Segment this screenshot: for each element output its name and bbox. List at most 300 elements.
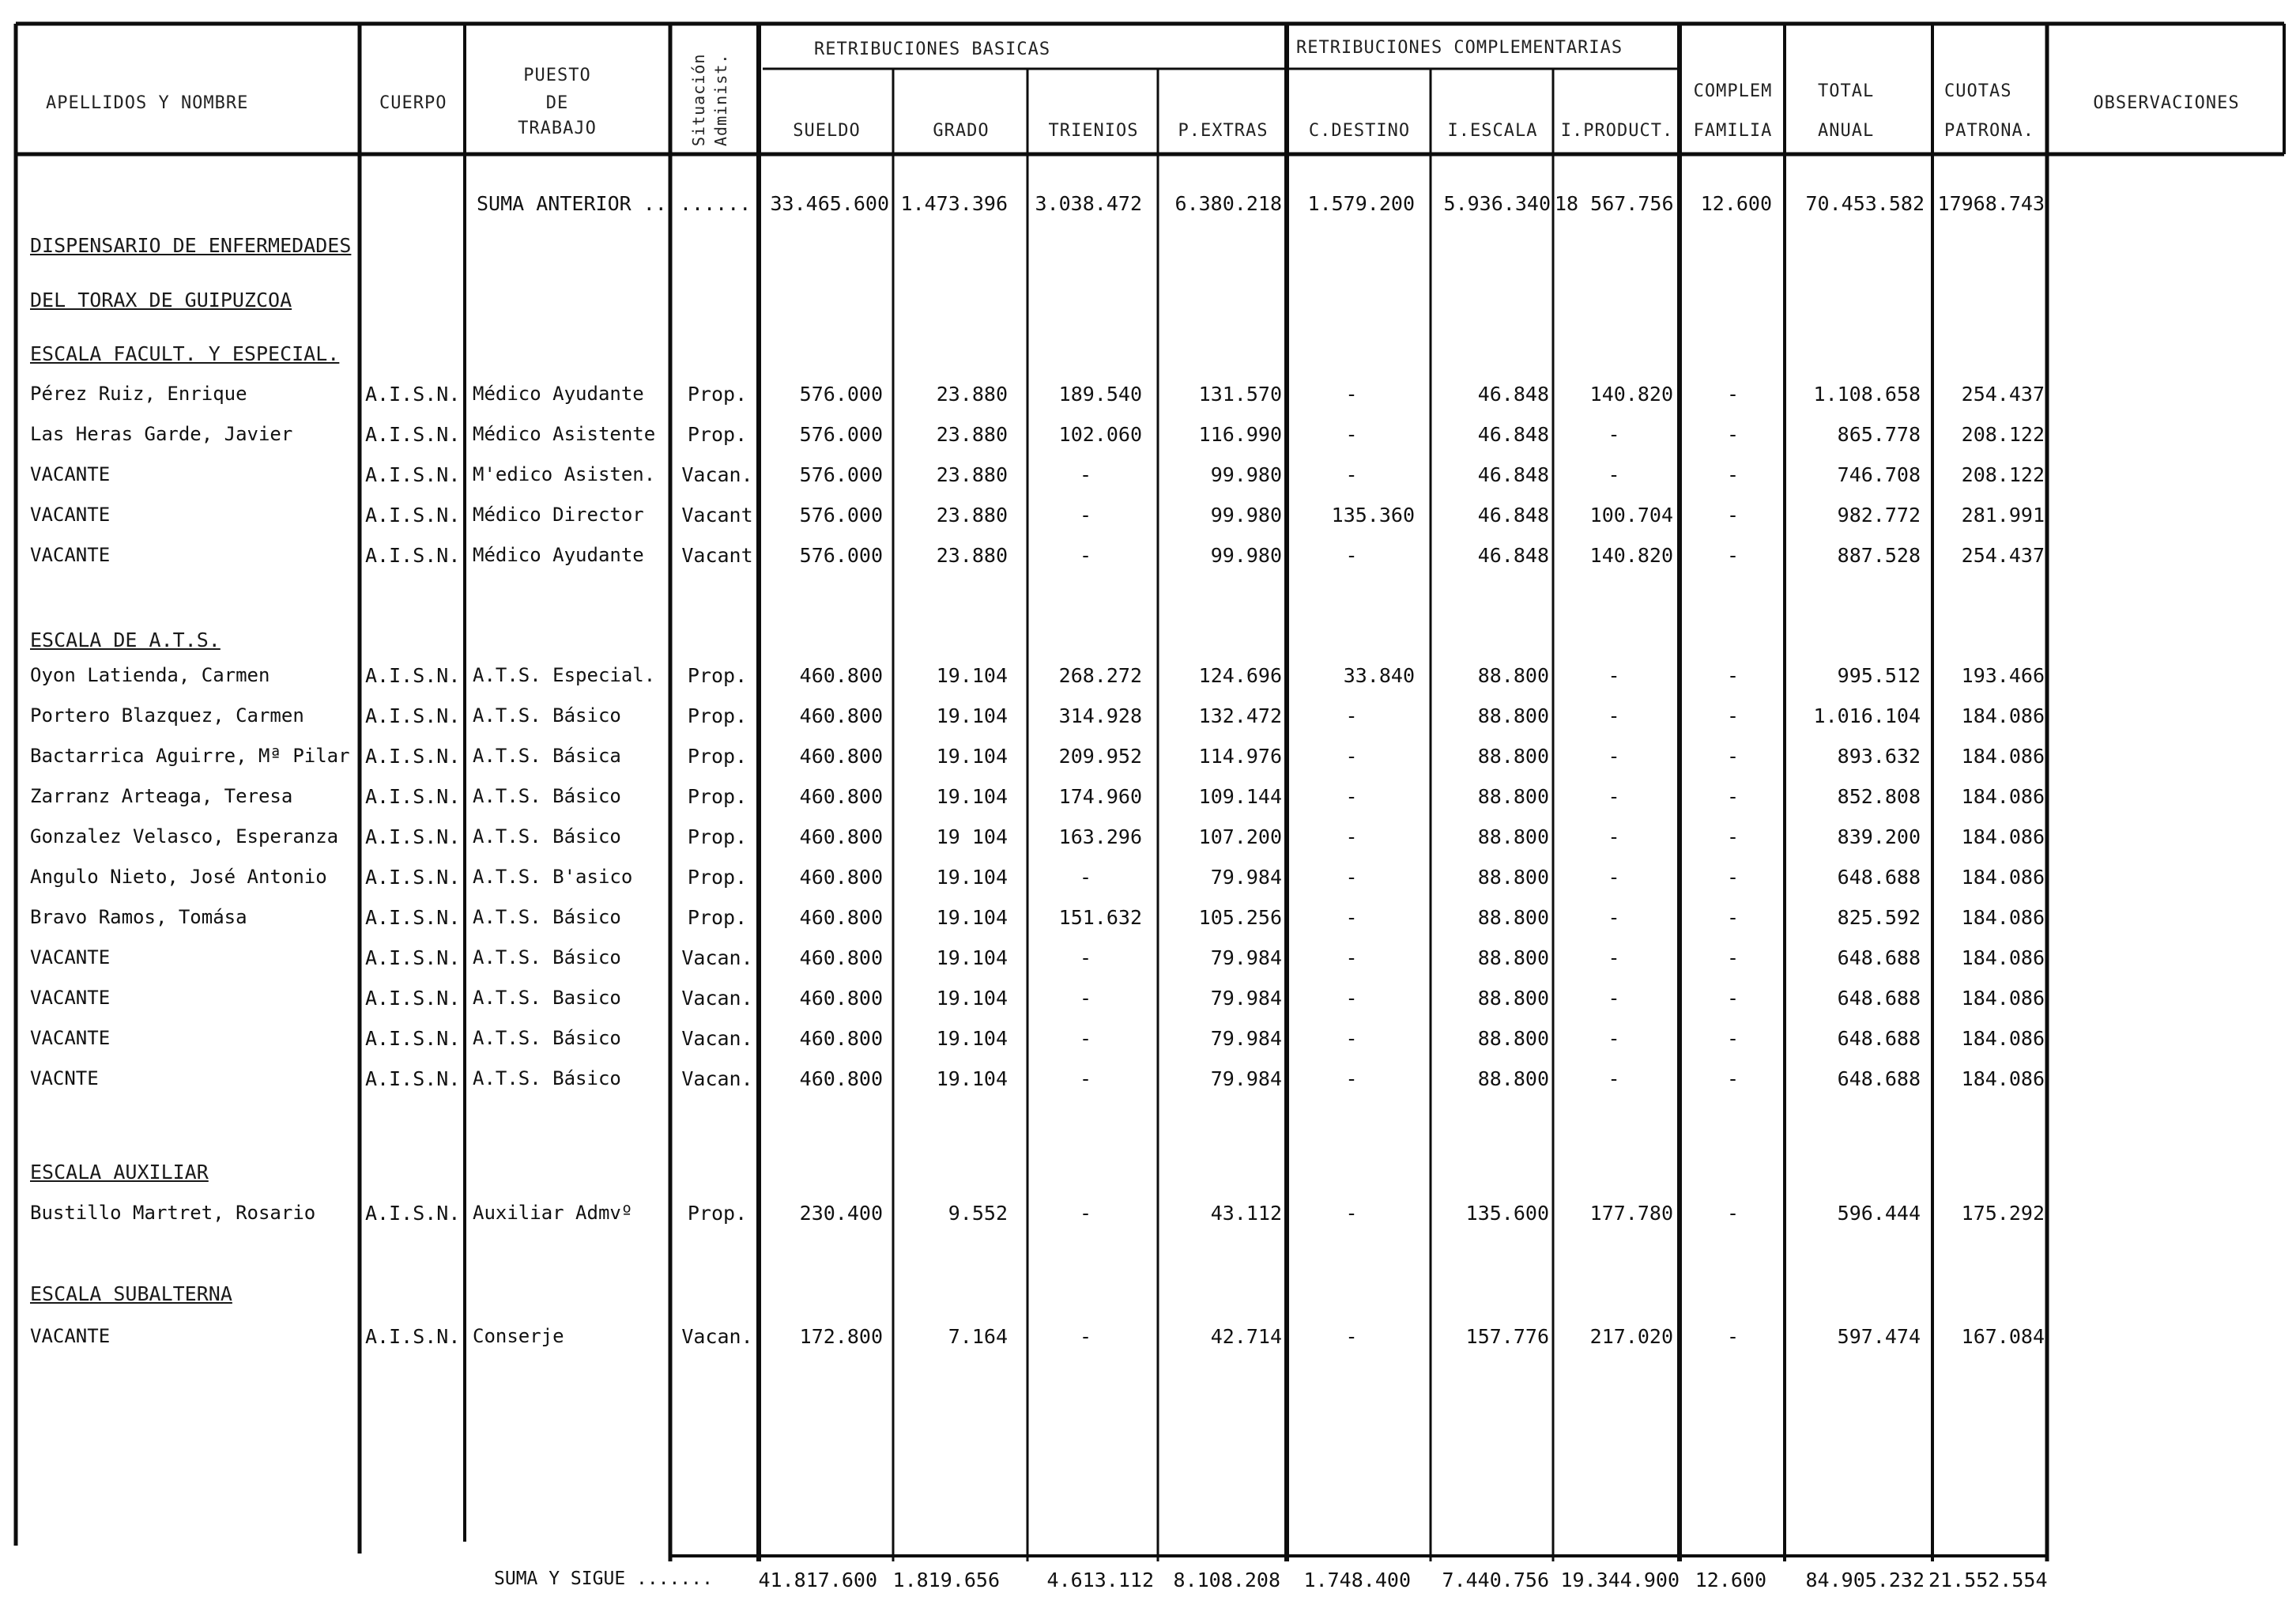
cell-total: 648.688 xyxy=(1837,946,1921,969)
cell-complem: - xyxy=(1726,1027,1740,1050)
cell-complem: - xyxy=(1726,1202,1740,1225)
cell-cuerpo: A.I.S.N. xyxy=(365,946,461,969)
cell-cuerpo: A.I.S.N. xyxy=(365,504,461,527)
header-sueldo: SUELDO xyxy=(793,121,861,141)
cell-grado: 19.104 xyxy=(936,987,1008,1010)
suma-sigue-iproduct: 19.344.900 xyxy=(1560,1569,1680,1591)
cell-pextras: 99.980 xyxy=(1210,463,1282,486)
section-dispensario-1: DISPENSARIO DE ENFERMEDADES xyxy=(30,234,352,257)
cell-cuotas: 184.086 xyxy=(1961,745,2045,768)
cell-sueldo: 460.800 xyxy=(799,704,883,727)
cell-sit: Vacant xyxy=(681,544,753,567)
cell-sueldo: 576.000 xyxy=(799,423,883,446)
cell-trienios: - xyxy=(1079,1067,1092,1090)
cell-cuerpo: A.I.S.N. xyxy=(365,1027,461,1050)
cell-grado: 19.104 xyxy=(936,946,1008,969)
cell-complem: - xyxy=(1726,544,1740,567)
header-situacion-2: Administ. xyxy=(711,53,730,146)
cell-sueldo: 576.000 xyxy=(799,544,883,567)
cell-cuerpo: A.I.S.N. xyxy=(365,544,461,567)
cell-cdestino: - xyxy=(1345,423,1358,446)
cell-trienios: - xyxy=(1079,544,1092,567)
suma-anterior-sueldo: 33.465.600 xyxy=(770,192,889,215)
cell-name: VACANTE xyxy=(30,1325,111,1347)
cell-sueldo: 460.800 xyxy=(799,866,883,889)
cell-iescala: 88.800 xyxy=(1477,745,1549,768)
cell-puesto: Médico Asistente xyxy=(473,423,656,445)
cell-name: VACANTE xyxy=(30,544,111,566)
suma-sigue-trienios: 4.613.112 xyxy=(1046,1569,1154,1591)
cell-trienios: 268.272 xyxy=(1058,664,1142,687)
cell-trienios: 102.060 xyxy=(1058,423,1142,446)
cell-complem: - xyxy=(1726,906,1740,929)
cell-cuotas: 254.437 xyxy=(1961,544,2045,567)
cell-sueldo: 172.800 xyxy=(799,1325,883,1348)
cell-sueldo: 460.800 xyxy=(799,664,883,687)
cell-iproduct: 177.780 xyxy=(1589,1202,1673,1225)
header-total-1: TOTAL xyxy=(1818,81,1875,101)
cell-iproduct: 100.704 xyxy=(1589,504,1673,527)
header-iescala: I.ESCALA xyxy=(1447,121,1538,141)
cell-trienios: 163.296 xyxy=(1058,825,1142,848)
cell-sueldo: 460.800 xyxy=(799,906,883,929)
cell-sueldo: 460.800 xyxy=(799,987,883,1010)
cell-puesto: A.T.S. Básico xyxy=(473,825,621,848)
header-puesto-2: DE xyxy=(545,93,569,113)
cell-complem: - xyxy=(1726,946,1740,969)
cell-puesto: M'edico Asisten. xyxy=(473,463,656,485)
cell-pextras: 116.990 xyxy=(1198,423,1282,446)
cell-iproduct: - xyxy=(1608,987,1620,1010)
cell-puesto: Conserje xyxy=(473,1325,564,1347)
cell-total: 982.772 xyxy=(1837,504,1921,527)
cell-puesto: Médico Ayudante xyxy=(473,544,644,566)
cell-total: 893.632 xyxy=(1837,745,1921,768)
cell-sueldo: 460.800 xyxy=(799,825,883,848)
cell-cdestino: - xyxy=(1345,946,1358,969)
suma-sigue-pextras: 8.108.208 xyxy=(1173,1569,1280,1591)
cell-trienios: 314.928 xyxy=(1058,704,1142,727)
cell-puesto: A.T.S. B'asico xyxy=(473,866,633,888)
cell-pextras: 79.984 xyxy=(1210,866,1282,889)
cell-pextras: 105.256 xyxy=(1198,906,1282,929)
cell-sit: Vacan. xyxy=(681,1325,753,1348)
cell-cuotas: 184.086 xyxy=(1961,987,2045,1010)
cell-iescala: 88.800 xyxy=(1477,866,1549,889)
cell-iescala: 88.800 xyxy=(1477,1067,1549,1090)
suma-anterior-grado: 1.473.396 xyxy=(900,192,1008,215)
cell-trienios: 189.540 xyxy=(1058,383,1142,406)
cell-pextras: 42.714 xyxy=(1210,1325,1282,1348)
cell-cuotas: 208.122 xyxy=(1961,423,2045,446)
cell-complem: - xyxy=(1726,1067,1740,1090)
suma-sigue-total: 84.905.232 xyxy=(1805,1569,1925,1591)
cell-grado: 19.104 xyxy=(936,785,1008,808)
cell-cuerpo: A.I.S.N. xyxy=(365,463,461,486)
cell-name: Gonzalez Velasco, Esperanza xyxy=(30,825,339,848)
cell-name: VACANTE xyxy=(30,504,111,526)
cell-total: 648.688 xyxy=(1837,1067,1921,1090)
cell-name: Bactarrica Aguirre, Mª Pilar xyxy=(30,745,350,767)
cell-name: VACANTE xyxy=(30,987,111,1009)
cell-iproduct: - xyxy=(1608,1027,1620,1050)
section-ats: ESCALA DE A.T.S. xyxy=(30,629,221,651)
cell-sit: Vacan. xyxy=(681,1067,753,1090)
cell-iescala: 46.848 xyxy=(1477,423,1549,446)
cell-sit: Prop. xyxy=(687,906,748,929)
cell-name: Zarranz Arteaga, Teresa xyxy=(30,785,293,807)
cell-trienios: - xyxy=(1079,987,1092,1010)
cell-total: 1.016.104 xyxy=(1813,704,1921,727)
cell-total: 887.528 xyxy=(1837,544,1921,567)
cell-pextras: 114.976 xyxy=(1198,745,1282,768)
cell-cuerpo: A.I.S.N. xyxy=(365,383,461,406)
cell-total: 825.592 xyxy=(1837,906,1921,929)
cell-trienios: 174.960 xyxy=(1058,785,1142,808)
cell-sit: Prop. xyxy=(687,423,748,446)
cell-iescala: 88.800 xyxy=(1477,946,1549,969)
cell-total: 995.512 xyxy=(1837,664,1921,687)
cell-grado: 9.552 xyxy=(948,1202,1008,1225)
cell-cdestino: - xyxy=(1345,383,1358,406)
cell-iproduct: 217.020 xyxy=(1589,1325,1673,1348)
suma-anterior-iescala: 5.936.340 xyxy=(1443,192,1551,215)
cell-total: 852.808 xyxy=(1837,785,1921,808)
cell-name: Bustillo Martret, Rosario xyxy=(30,1202,316,1224)
header-puesto-1: PUESTO xyxy=(523,66,591,85)
cell-cdestino: - xyxy=(1345,745,1358,768)
cell-sit: Prop. xyxy=(687,1202,748,1225)
cell-cuotas: 167.084 xyxy=(1961,1325,2045,1348)
cell-pextras: 124.696 xyxy=(1198,664,1282,687)
cell-cuerpo: A.I.S.N. xyxy=(365,664,461,687)
cell-grado: 23.880 xyxy=(936,463,1008,486)
cell-sit: Prop. xyxy=(687,825,748,848)
cell-puesto: A.T.S. Básica xyxy=(473,745,621,767)
cell-trienios: - xyxy=(1079,463,1092,486)
suma-sigue-cuotas: 21.552.554 xyxy=(1928,1569,2048,1591)
cell-total: 597.474 xyxy=(1837,1325,1921,1348)
header-trienios: TRIENIOS xyxy=(1048,121,1139,141)
header-iproduct: I.PRODUCT. xyxy=(1560,121,1674,141)
header-cuotas-1: CUOTAS xyxy=(1944,81,2012,101)
cell-cuotas: 208.122 xyxy=(1961,463,2045,486)
cell-iproduct: - xyxy=(1608,423,1620,446)
cell-pextras: 107.200 xyxy=(1198,825,1282,848)
suma-sigue-complem: 12.600 xyxy=(1695,1569,1766,1591)
cell-cdestino: - xyxy=(1345,704,1358,727)
cell-trienios: - xyxy=(1079,1202,1092,1225)
cell-puesto: A.T.S. Especial. xyxy=(473,664,656,686)
cell-pextras: 79.984 xyxy=(1210,1027,1282,1050)
cell-puesto: A.T.S. Básico xyxy=(473,906,621,928)
cell-sit: Prop. xyxy=(687,866,748,889)
cell-complem: - xyxy=(1726,987,1740,1010)
cell-puesto: Médico Director xyxy=(473,504,644,526)
suma-anterior-pextras: 6.380.218 xyxy=(1174,192,1282,215)
cell-iproduct: - xyxy=(1608,1067,1620,1090)
header-retrib-basicas: RETRIBUCIONES BASICAS xyxy=(814,40,1051,59)
cell-grado: 19.104 xyxy=(936,704,1008,727)
cell-puesto: A.T.S. Basico xyxy=(473,987,621,1009)
cell-pextras: 131.570 xyxy=(1198,383,1282,406)
cell-cuotas: 254.437 xyxy=(1961,383,2045,406)
cell-trienios: 209.952 xyxy=(1058,745,1142,768)
cell-puesto: A.T.S. Básico xyxy=(473,1027,621,1049)
suma-anterior-total: 70.453.582 xyxy=(1805,192,1925,215)
cell-grado: 19.104 xyxy=(936,1027,1008,1050)
cell-name: Pérez Ruiz, Enrique xyxy=(30,383,247,405)
cell-trienios: - xyxy=(1079,866,1092,889)
cell-sit: Vacant xyxy=(681,504,753,527)
cell-iproduct: - xyxy=(1608,664,1620,687)
suma-anterior-iproduct: 18 567.756 xyxy=(1555,192,1674,215)
header-observaciones: OBSERVACIONES xyxy=(2093,93,2240,113)
section-facultativa: ESCALA FACULT. Y ESPECIAL. xyxy=(30,342,340,365)
header-complem-2: FAMILIA xyxy=(1693,121,1773,141)
cell-cuotas: 184.086 xyxy=(1961,906,2045,929)
cell-sueldo: 576.000 xyxy=(799,383,883,406)
cell-complem: - xyxy=(1726,866,1740,889)
cell-cdestino: - xyxy=(1345,1325,1358,1348)
cell-grado: 19.104 xyxy=(936,866,1008,889)
cell-total: 746.708 xyxy=(1837,463,1921,486)
cell-total: 648.688 xyxy=(1837,866,1921,889)
cell-name: Angulo Nieto, José Antonio xyxy=(30,866,327,888)
cell-cuotas: 175.292 xyxy=(1961,1202,2045,1225)
header-retrib-complementarias: RETRIBUCIONES COMPLEMENTARIAS xyxy=(1296,38,1623,58)
cell-cuotas: 184.086 xyxy=(1961,825,2045,848)
header-total-2: ANUAL xyxy=(1818,121,1875,141)
cell-pextras: 99.980 xyxy=(1210,544,1282,567)
suma-sigue-grado: 1.819.656 xyxy=(892,1569,1000,1591)
cell-cuerpo: A.I.S.N. xyxy=(365,1202,461,1225)
header-cdestino: C.DESTINO xyxy=(1308,121,1411,141)
cell-sit: Prop. xyxy=(687,745,748,768)
cell-grado: 23.880 xyxy=(936,544,1008,567)
cell-sueldo: 230.400 xyxy=(799,1202,883,1225)
cell-sit: Prop. xyxy=(687,704,748,727)
cell-cuerpo: A.I.S.N. xyxy=(365,866,461,889)
suma-anterior-label: SUMA ANTERIOR .. xyxy=(477,192,667,215)
cell-iproduct: 140.820 xyxy=(1589,383,1673,406)
cell-puesto: A.T.S. Básico xyxy=(473,1067,621,1089)
cell-name: Las Heras Garde, Javier xyxy=(30,423,293,445)
cell-sit: Vacan. xyxy=(681,946,753,969)
cell-iescala: 88.800 xyxy=(1477,906,1549,929)
cell-iescala: 88.800 xyxy=(1477,987,1549,1010)
cell-trienios: - xyxy=(1079,946,1092,969)
cell-sueldo: 460.800 xyxy=(799,1027,883,1050)
cell-total: 865.778 xyxy=(1837,423,1921,446)
cell-sit: Vacan. xyxy=(681,987,753,1010)
cell-total: 648.688 xyxy=(1837,1027,1921,1050)
cell-cdestino: 33.840 xyxy=(1343,664,1415,687)
cell-trienios: 151.632 xyxy=(1058,906,1142,929)
cell-grado: 19 104 xyxy=(936,825,1008,848)
header-cuotas-2: PATRONA. xyxy=(1944,121,2034,141)
cell-name: VACNTE xyxy=(30,1067,99,1089)
suma-sigue-iescala: 7.440.756 xyxy=(1442,1569,1549,1591)
cell-pextras: 109.144 xyxy=(1198,785,1282,808)
cell-cdestino: - xyxy=(1345,1027,1358,1050)
cell-name: Bravo Ramos, Tomása xyxy=(30,906,247,928)
cell-name: Oyon Latienda, Carmen xyxy=(30,664,270,686)
suma-anterior-cdestino: 1.579.200 xyxy=(1307,192,1415,215)
cell-iescala: 88.800 xyxy=(1477,704,1549,727)
cell-iproduct: - xyxy=(1608,946,1620,969)
cell-iescala: 46.848 xyxy=(1477,463,1549,486)
cell-grado: 19.104 xyxy=(936,664,1008,687)
cell-cuotas: 184.086 xyxy=(1961,1027,2045,1050)
cell-complem: - xyxy=(1726,504,1740,527)
cell-puesto: Auxiliar Admvº xyxy=(473,1202,633,1224)
cell-iescala: 135.600 xyxy=(1465,1202,1549,1225)
cell-complem: - xyxy=(1726,704,1740,727)
cell-name: VACANTE xyxy=(30,463,111,485)
cell-sit: Vacan. xyxy=(681,1027,753,1050)
header-cuerpo: CUERPO xyxy=(379,93,447,113)
cell-iescala: 88.800 xyxy=(1477,825,1549,848)
cell-puesto: A.T.S. Básico xyxy=(473,785,621,807)
cell-iescala: 88.800 xyxy=(1477,785,1549,808)
cell-trienios: - xyxy=(1079,1027,1092,1050)
cell-cuerpo: A.I.S.N. xyxy=(365,785,461,808)
cell-iproduct: - xyxy=(1608,463,1620,486)
cell-pextras: 79.984 xyxy=(1210,946,1282,969)
cell-pextras: 43.112 xyxy=(1210,1202,1282,1225)
cell-sueldo: 460.800 xyxy=(799,1067,883,1090)
cell-iescala: 157.776 xyxy=(1465,1325,1549,1348)
suma-anterior-trienios: 3.038.472 xyxy=(1035,192,1142,215)
header-grado: GRADO xyxy=(933,121,990,141)
cell-complem: - xyxy=(1726,463,1740,486)
cell-cuerpo: A.I.S.N. xyxy=(365,423,461,446)
cell-puesto: A.T.S. Básico xyxy=(473,946,621,968)
cell-sit: Prop. xyxy=(687,785,748,808)
cell-iescala: 46.848 xyxy=(1477,383,1549,406)
cell-cuotas: 184.086 xyxy=(1961,866,2045,889)
cell-cdestino: 135.360 xyxy=(1331,504,1415,527)
cell-grado: 23.880 xyxy=(936,504,1008,527)
cell-cuotas: 193.466 xyxy=(1961,664,2045,687)
cell-name: Portero Blazquez, Carmen xyxy=(30,704,304,727)
cell-cuotas: 184.086 xyxy=(1961,946,2045,969)
cell-name: VACANTE xyxy=(30,1027,111,1049)
cell-grado: 19.104 xyxy=(936,1067,1008,1090)
cell-cuotas: 184.086 xyxy=(1961,1067,2045,1090)
cell-sueldo: 576.000 xyxy=(799,463,883,486)
cell-iescala: 46.848 xyxy=(1477,544,1549,567)
suma-anterior-dots: ...... xyxy=(680,192,752,215)
cell-iescala: 46.848 xyxy=(1477,504,1549,527)
cell-complem: - xyxy=(1726,1325,1740,1348)
cell-sit: Prop. xyxy=(687,383,748,406)
cell-cuerpo: A.I.S.N. xyxy=(365,825,461,848)
cell-grado: 7.164 xyxy=(948,1325,1008,1348)
cell-cuotas: 184.086 xyxy=(1961,704,2045,727)
cell-cuerpo: A.I.S.N. xyxy=(365,987,461,1010)
cell-trienios: - xyxy=(1079,1325,1092,1348)
cell-cdestino: - xyxy=(1345,825,1358,848)
suma-anterior-cuotas: 17968.743 xyxy=(1937,192,2045,215)
cell-grado: 19.104 xyxy=(936,906,1008,929)
cell-sit: Vacan. xyxy=(681,463,753,486)
suma-sigue-label: SUMA Y SIGUE ....... xyxy=(494,1569,713,1589)
cell-sit: Prop. xyxy=(687,664,748,687)
header-complem-1: COMPLEM xyxy=(1693,81,1773,101)
cell-cuerpo: A.I.S.N. xyxy=(365,1325,461,1348)
cell-sueldo: 460.800 xyxy=(799,745,883,768)
cell-cdestino: - xyxy=(1345,987,1358,1010)
cell-iproduct: - xyxy=(1608,745,1620,768)
cell-sueldo: 576.000 xyxy=(799,504,883,527)
cell-sueldo: 460.800 xyxy=(799,946,883,969)
cell-cuotas: 281.991 xyxy=(1961,504,2045,527)
cell-pextras: 99.980 xyxy=(1210,504,1282,527)
header-puesto-3: TRABAJO xyxy=(518,119,597,138)
suma-sigue-sueldo: 41.817.600 xyxy=(758,1569,877,1591)
section-subalterna: ESCALA SUBALTERNA xyxy=(30,1282,232,1305)
cell-name: VACANTE xyxy=(30,946,111,968)
cell-cuerpo: A.I.S.N. xyxy=(365,1067,461,1090)
cell-trienios: - xyxy=(1079,504,1092,527)
header-situacion-1: Situación xyxy=(689,53,708,146)
cell-cdestino: - xyxy=(1345,544,1358,567)
cell-total: 648.688 xyxy=(1837,987,1921,1010)
cell-pextras: 79.984 xyxy=(1210,1067,1282,1090)
cell-iproduct: - xyxy=(1608,704,1620,727)
cell-cuerpo: A.I.S.N. xyxy=(365,745,461,768)
suma-sigue-cdestino: 1.748.400 xyxy=(1303,1569,1411,1591)
cell-cuotas: 184.086 xyxy=(1961,785,2045,808)
cell-complem: - xyxy=(1726,785,1740,808)
section-dispensario-2: DEL TORAX DE GUIPUZCOA xyxy=(30,289,292,311)
cell-complem: - xyxy=(1726,745,1740,768)
cell-iescala: 88.800 xyxy=(1477,1027,1549,1050)
cell-grado: 23.880 xyxy=(936,383,1008,406)
cell-puesto: A.T.S. Básico xyxy=(473,704,621,727)
cell-total: 839.200 xyxy=(1837,825,1921,848)
cell-cuerpo: A.I.S.N. xyxy=(365,906,461,929)
header-apellidos: APELLIDOS Y NOMBRE xyxy=(46,93,249,113)
cell-iproduct: - xyxy=(1608,866,1620,889)
cell-total: 1.108.658 xyxy=(1813,383,1921,406)
cell-complem: - xyxy=(1726,825,1740,848)
cell-cdestino: - xyxy=(1345,866,1358,889)
header-pextras: P.EXTRAS xyxy=(1178,121,1269,141)
cell-cdestino: - xyxy=(1345,1067,1358,1090)
cell-pextras: 79.984 xyxy=(1210,987,1282,1010)
section-auxiliar: ESCALA AUXILIAR xyxy=(30,1161,209,1184)
cell-iproduct: - xyxy=(1608,906,1620,929)
cell-pextras: 132.472 xyxy=(1198,704,1282,727)
cell-iproduct: - xyxy=(1608,785,1620,808)
cell-complem: - xyxy=(1726,423,1740,446)
cell-grado: 19.104 xyxy=(936,745,1008,768)
cell-cdestino: - xyxy=(1345,463,1358,486)
cell-complem: - xyxy=(1726,383,1740,406)
cell-iproduct: 140.820 xyxy=(1589,544,1673,567)
cell-sueldo: 460.800 xyxy=(799,785,883,808)
cell-cdestino: - xyxy=(1345,1202,1358,1225)
cell-complem: - xyxy=(1726,664,1740,687)
cell-cdestino: - xyxy=(1345,785,1358,808)
cell-iescala: 88.800 xyxy=(1477,664,1549,687)
cell-cdestino: - xyxy=(1345,906,1358,929)
suma-anterior-complem: 12.600 xyxy=(1700,192,1772,215)
cell-puesto: Médico Ayudante xyxy=(473,383,644,405)
